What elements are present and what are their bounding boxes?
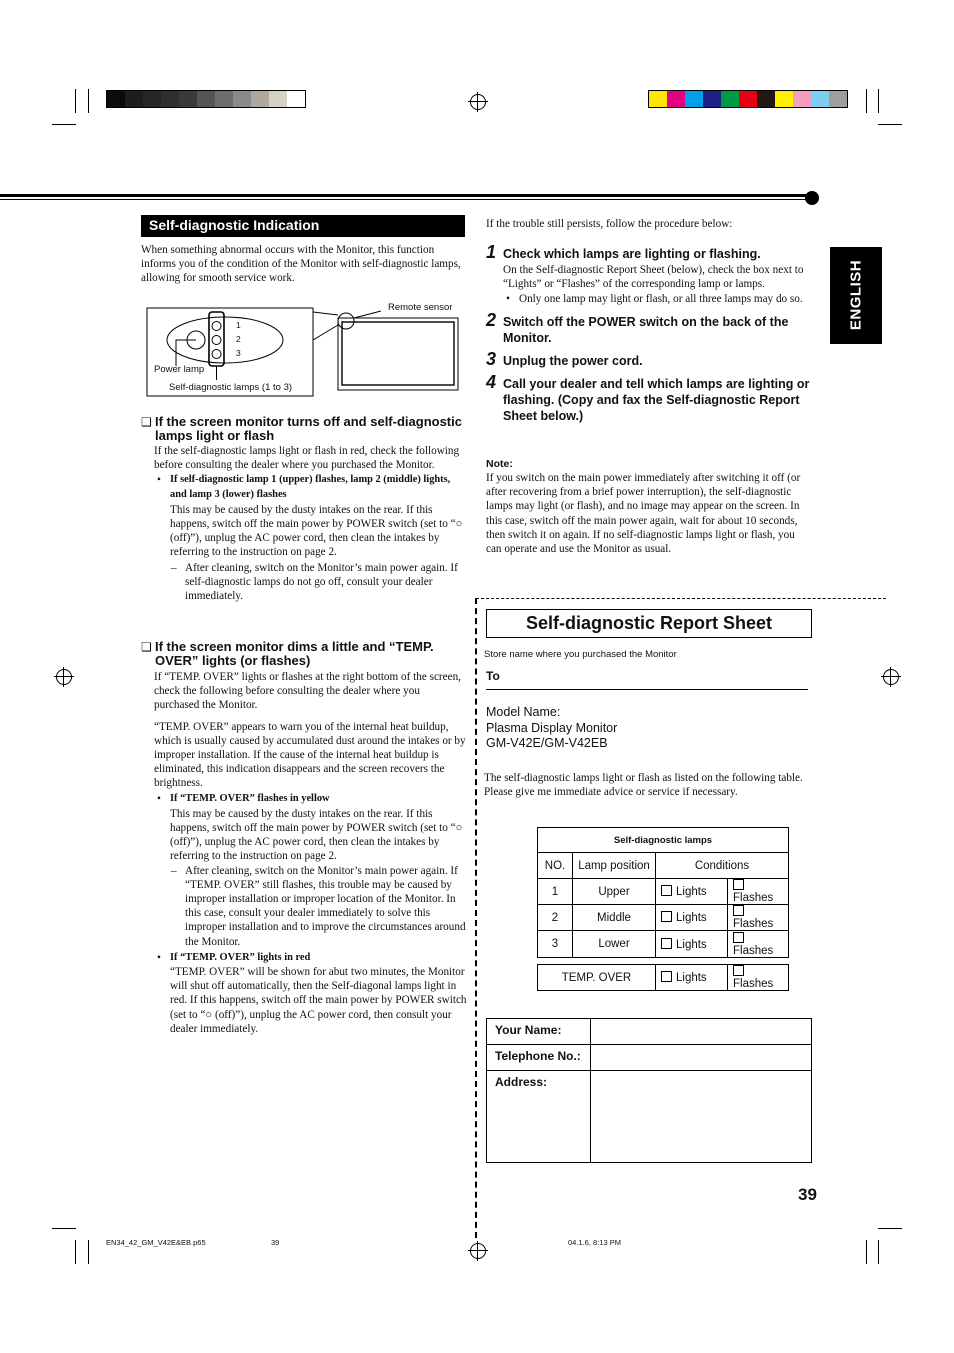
- sub2-bullet2-head: • If “TEMP. OVER” lights in red: [170, 951, 311, 963]
- lamp-number-2: 2: [236, 334, 241, 344]
- checkbox-bullet-icon: ❑: [141, 415, 152, 429]
- sub1-bullet-text: This may be caused by the dusty intakes on the rear. If this happens, switch off the main power by POWER switch (set to “○ (off)”), unplug the AC power cord, then clean the intakes by referring to the instruction on page 2.: [170, 503, 463, 559]
- step-4: 4 Call your dealer and tell which lamps are lighting or flashing. (Copy and fax the Self-diagnostic Report Sheet below.): [486, 371, 810, 423]
- telephone-label: Telephone No.:: [487, 1045, 591, 1071]
- sub2-bullet1-head: • If “TEMP. OVER” flashes in yellow: [170, 792, 330, 804]
- color-swatch: [251, 91, 269, 107]
- step-2: 2 Switch off the POWER switch on the back of the Monitor.: [486, 309, 789, 345]
- note-label: Note:: [486, 458, 513, 470]
- registration-mark-right: [883, 669, 899, 685]
- footer-file: EN34_42_GM_V42E&EB.p65: [106, 1238, 206, 1247]
- lamp-number-3: 3: [236, 348, 241, 358]
- step-3: 3 Unplug the power cord.: [486, 348, 643, 369]
- subheading-temp-over: If the screen monitor dims a little and “TEMP. OVER” lights (or flashes): [155, 639, 434, 668]
- subsection-temp-over: [141, 640, 467, 1036]
- model-numbers: GM-V42E/GM-V42EB: [486, 736, 608, 750]
- color-swatch: [107, 91, 125, 107]
- intro-text: When something abnormal occurs with the Monitor, this function informs you of the condition of the Monitor with self-diagnostic lamps, allowing for smooth service work.: [141, 244, 461, 285]
- sub2-text2: “TEMP. OVER” appears to warn you of the internal heat buildup, which is usually caused by accumulated dust around the intakes or by improper installation. If the cause of the internal heat buildup is eliminated, this indication disappears and the screen recovers the brightness.: [154, 720, 466, 790]
- registration-mark-left: [56, 669, 72, 685]
- lamps-table-title: Self-diagnostic lamps: [538, 828, 789, 853]
- model-block: [486, 705, 617, 752]
- color-swatch: [829, 91, 847, 107]
- color-swatch: [703, 91, 721, 107]
- header-no: NO.: [538, 853, 573, 879]
- telephone-field[interactable]: [591, 1045, 812, 1071]
- top-rule-dot: [805, 191, 819, 205]
- to-underline: [486, 689, 808, 690]
- checkbox-icon[interactable]: [661, 971, 672, 982]
- color-swatch: [125, 91, 143, 107]
- header-conditions: Conditions: [656, 853, 789, 879]
- self-diagnostic-lamps-label: Self-diagnostic lamps (1 to 3): [169, 382, 293, 393]
- temp-over-table: [537, 964, 789, 991]
- color-swatch: [667, 91, 685, 107]
- color-swatch: [161, 91, 179, 107]
- table-row: 3 Lower Lights Flashes: [538, 931, 789, 958]
- remote-sensor-label: Remote sensor: [388, 302, 453, 313]
- color-swatch: [197, 91, 215, 107]
- color-swatch: [215, 91, 233, 107]
- sub2-bullet2-text: “TEMP. OVER” will be shown for abut two minutes, the Monitor will shut off automatically, then the Self-diagonal lamps light in red. If this happens, switch off the main power by POWER switch (set to “○ (off)”), unplug the AC power cord, then consult your dealer immediately.: [170, 966, 467, 1035]
- color-swatch: [775, 91, 793, 107]
- section-title: Self-diagnostic Indication: [141, 215, 465, 237]
- checkbox-icon[interactable]: [661, 938, 672, 949]
- right-lead: If the trouble still persists, follow the procedure below:: [486, 218, 733, 230]
- registration-mark-top: [470, 94, 486, 110]
- color-swatch: [269, 91, 287, 107]
- checkbox-icon[interactable]: [661, 911, 672, 922]
- checkbox-icon[interactable]: [733, 879, 744, 890]
- temp-flashes-checkbox[interactable]: Flashes: [728, 965, 789, 991]
- table-row: 1 Upper Lights Flashes: [538, 879, 789, 905]
- sub1-bullet-head: • If self-diagnostic lamp 1 (upper) flashes, lamp 2 (middle) lights, and lamp 3 (lower) flashes: [170, 474, 451, 500]
- sub1-dash-text: – After cleaning, switch on the Monitor’s main power again. If self-diagnostic lamps do not go off, consult your dealer immediately.: [170, 561, 467, 604]
- color-swatch: [287, 91, 305, 107]
- temp-lights-checkbox[interactable]: Lights: [656, 965, 728, 991]
- color-swatch: [757, 91, 775, 107]
- lights-checkbox-2[interactable]: Lights: [656, 905, 728, 931]
- sub1-text: If the self-diagnostic lamps light or flash in red, check the following before consulting the dealer where you purchased the Monitor.: [154, 445, 460, 472]
- model-desc: Plasma Display Monitor: [486, 720, 618, 735]
- footer-date: 04.1.6, 8:13 PM: [568, 1238, 621, 1247]
- lights-checkbox-3[interactable]: Lights: [656, 931, 728, 958]
- sub2-dash-text: – After cleaning, switch on the Monitor’s main power again. If “TEMP. OVER” still flashes, this trouble may be caused by improper installation or improper location of the Monitor. In this case, consult your dealer immediately to solve this improper installation and to improve the circumstances around the Monitor.: [170, 864, 467, 949]
- color-swatch: [233, 91, 251, 107]
- steps: [486, 242, 812, 424]
- address-field[interactable]: [591, 1071, 812, 1163]
- store-caption: Store name where you purchased the Monitor: [484, 649, 677, 660]
- color-swatch: [739, 91, 757, 107]
- lamp-number-1: 1: [236, 320, 241, 330]
- subheading-turns-off: If the screen monitor turns off and self-diagnostic lamps light or flash: [155, 414, 462, 443]
- color-swatch: [179, 91, 197, 107]
- subsection-turns-off: [141, 415, 467, 603]
- page-number: 39: [798, 1185, 817, 1204]
- address-label: Address:: [487, 1071, 591, 1163]
- table-row: 2 Middle Lights Flashes: [538, 905, 789, 931]
- english-tab: [830, 247, 882, 344]
- color-swatch: [685, 91, 703, 107]
- flashes-checkbox-1[interactable]: Flashes: [728, 879, 789, 905]
- color-swatch: [649, 91, 667, 107]
- registration-mark-bottom: [470, 1243, 486, 1259]
- note-text: If you switch on the main power immediately after switching it off (or after recovering from a brief power interruption), the self-diagnostic lamps may light (or flash), and no image may appear on the screen. In this case, switch off the main power again, wait for about 10 seconds, then switch it on again. If no self-diagnostic lamps light or flash, you can operate and use the Monitor as usual.: [486, 472, 801, 556]
- sub2-text1: If “TEMP. OVER” lights or flashes at the right bottom of the screen, check the following before consulting the dealer where you purchased the Monitor.: [154, 671, 461, 712]
- flashes-checkbox-3[interactable]: Flashes: [728, 931, 789, 958]
- footer-page: 39: [271, 1238, 280, 1247]
- power-lamp-label: Power lamp: [154, 364, 205, 375]
- model-label: Model Name:: [486, 705, 561, 719]
- checkbox-icon[interactable]: [733, 932, 744, 943]
- report-intro: The self-diagnostic lamps light or flash as listed on the following table. Please give me immediate advice or service if necessary.: [484, 772, 803, 799]
- top-rule-thin: [0, 199, 808, 200]
- color-swatch: [793, 91, 811, 107]
- your-name-field[interactable]: [591, 1019, 812, 1045]
- flashes-checkbox-2[interactable]: Flashes: [728, 905, 789, 931]
- checkbox-bullet-icon: ❑: [141, 640, 152, 654]
- cut-line-horizontal: [476, 598, 886, 599]
- report-title: Self-diagnostic Report Sheet: [486, 609, 812, 638]
- sub2-bullet1-text: This may be caused by the dusty intakes on the rear. If this happens, switch off the main power by POWER switch (set to “○ (off)”), unplug the AC power cord, then clean the intakes by referring to the instruction on page 2.: [170, 807, 463, 863]
- checkbox-icon[interactable]: [733, 965, 744, 976]
- color-swatch: [811, 91, 829, 107]
- monitor-diagram: [146, 300, 464, 400]
- top-rule: [0, 194, 808, 197]
- color-bar-left: [106, 90, 306, 108]
- color-swatch: [721, 91, 739, 107]
- english-tab-label: ENGLISH: [847, 259, 865, 331]
- lights-checkbox-1[interactable]: Lights: [656, 879, 728, 905]
- lamps-table: [537, 827, 789, 958]
- checkbox-icon[interactable]: [733, 905, 744, 916]
- header-lamp-position: Lamp position: [573, 853, 656, 879]
- step-1: 1 Check which lamps are lighting or flashing. On the Self-diagnostic Report Sheet (below), check the box next to “Lights” or “Flashes” of the corresponding lamp or lamps. • Only one lamp may light or flash, or all three lamps may do so.: [486, 246, 812, 307]
- checkbox-icon[interactable]: [661, 885, 672, 896]
- your-name-label: Your Name:: [487, 1019, 591, 1045]
- temp-over-label: TEMP. OVER: [538, 965, 656, 991]
- contact-form: [486, 1018, 812, 1163]
- color-bar-right: [648, 90, 848, 108]
- color-swatch: [143, 91, 161, 107]
- cut-line-vertical: [475, 598, 477, 1238]
- to-label: To: [486, 669, 500, 683]
